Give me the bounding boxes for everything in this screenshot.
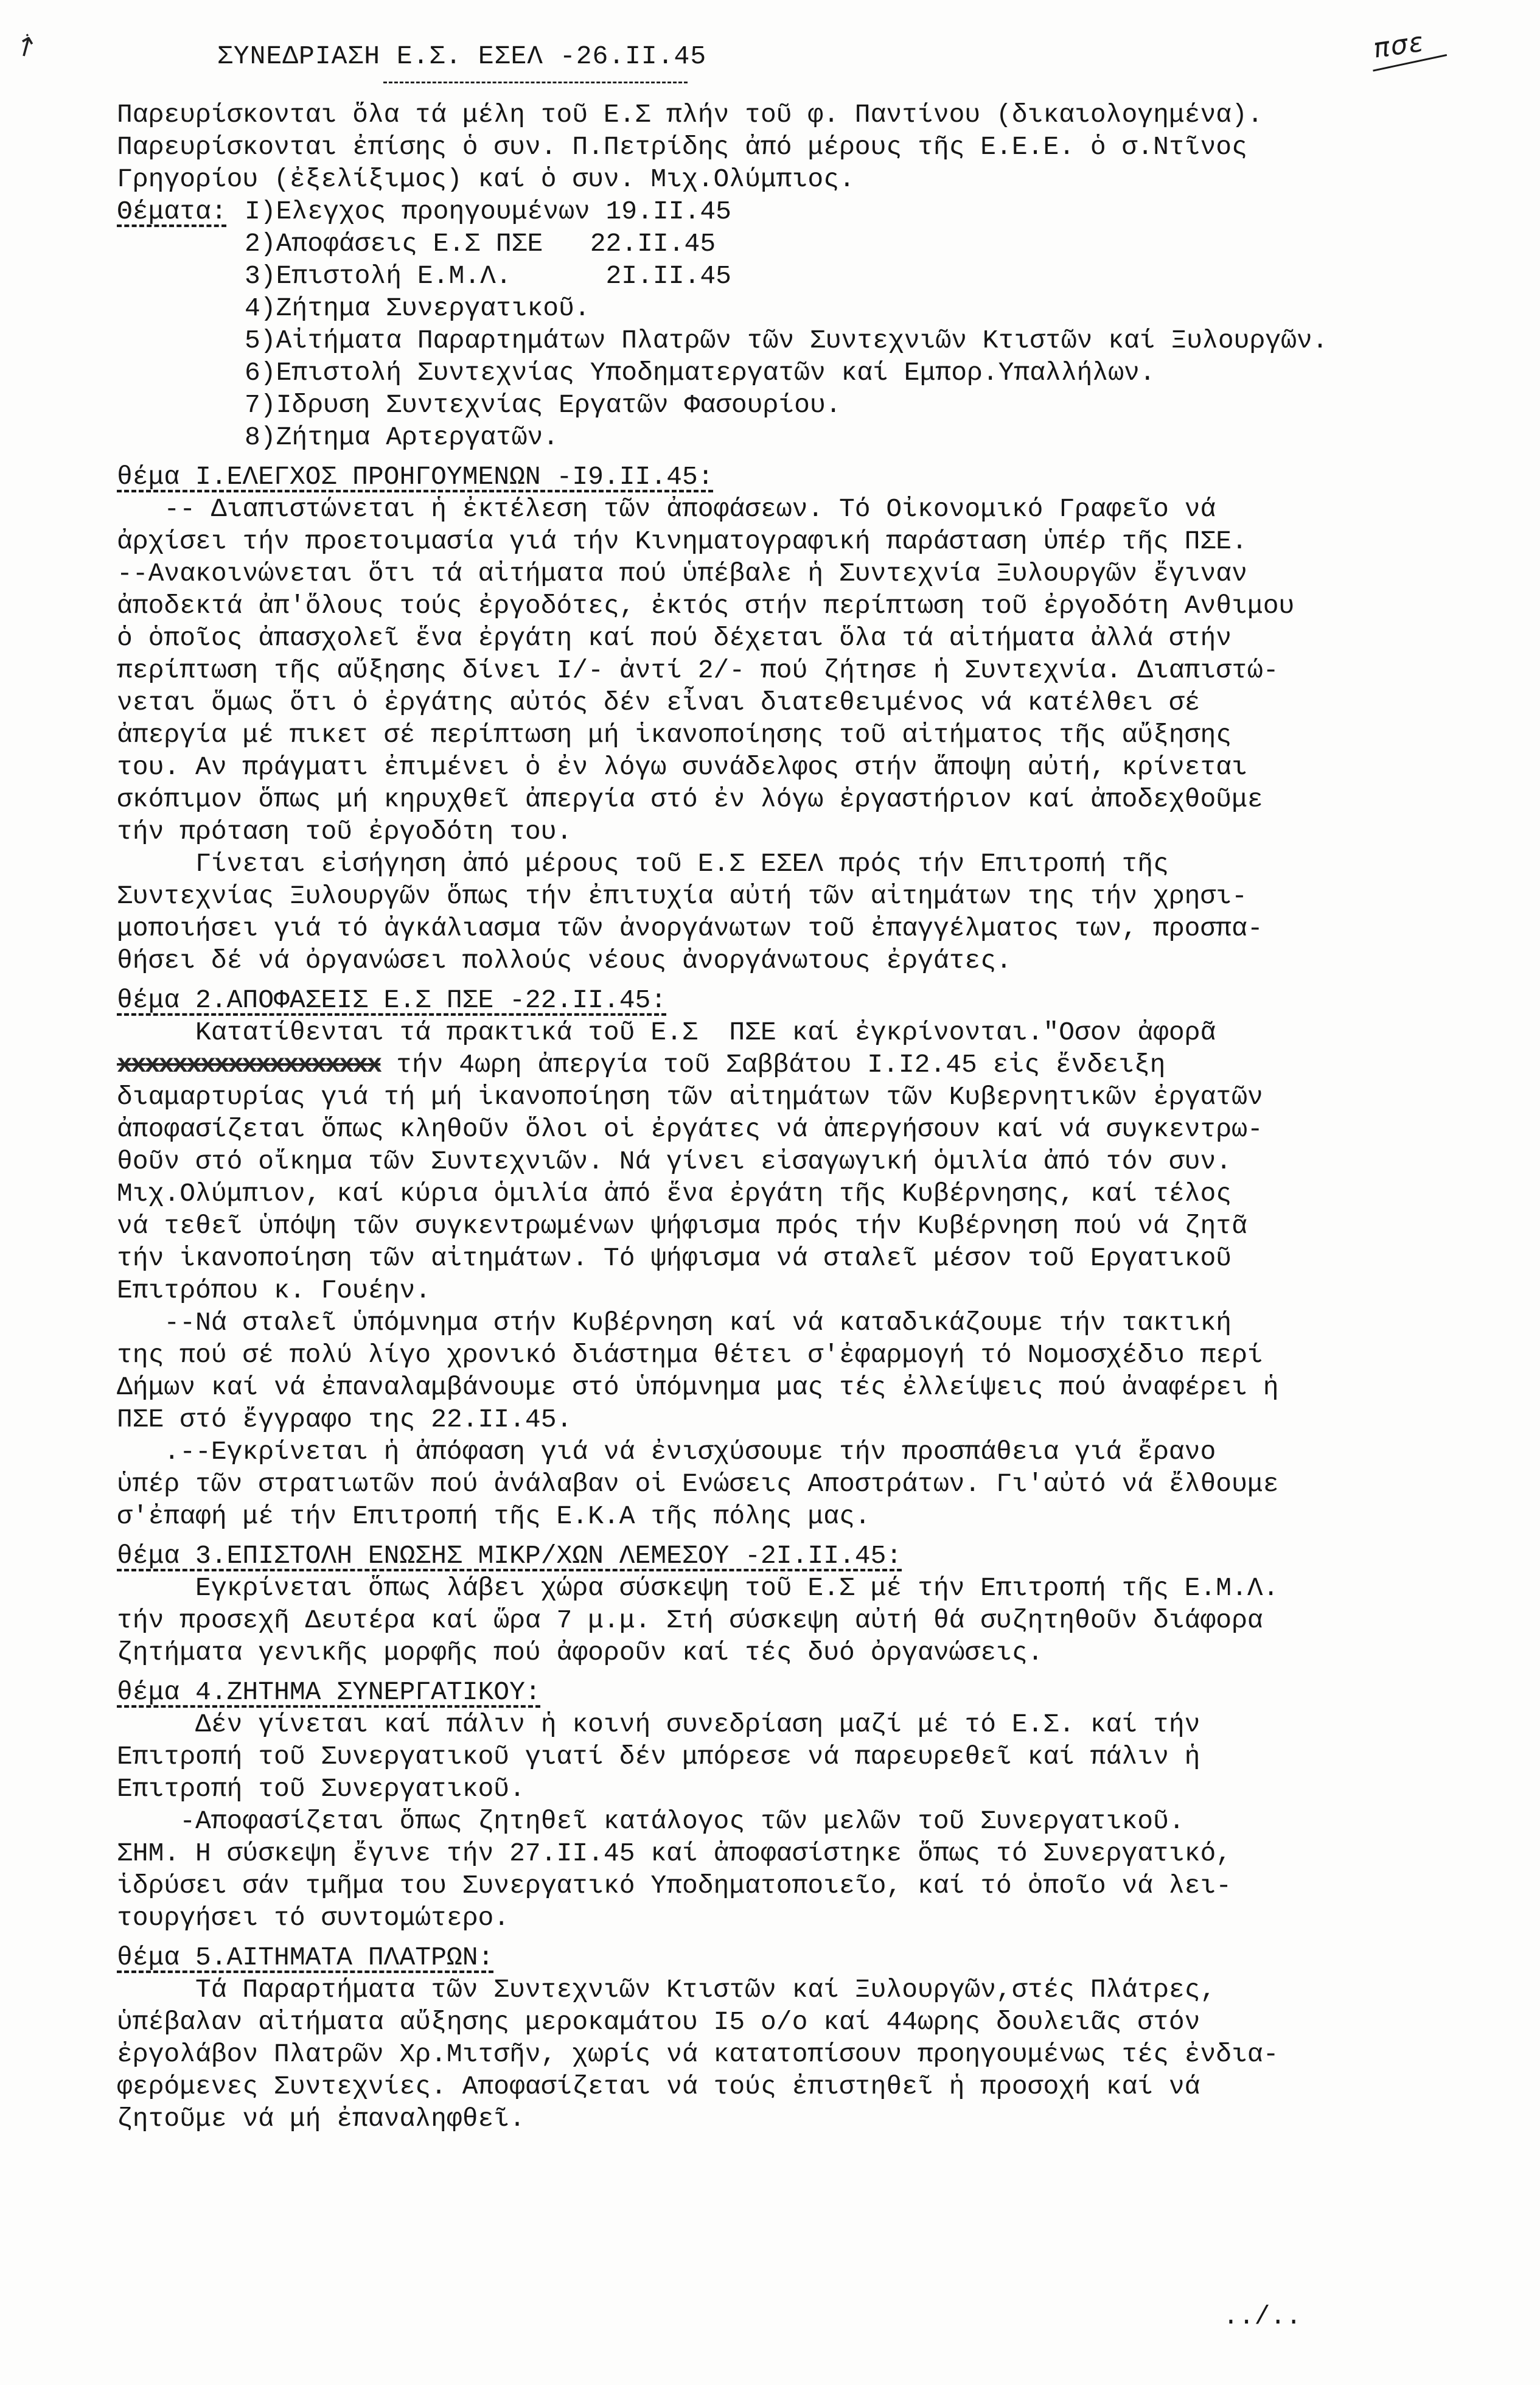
section-line: ἀπεργία μέ πικετ σέ περίπτωση μή ἱκανοποίησης τοῦ αἰτήματος τῆς αὔξησης xyxy=(117,720,1232,750)
topic-text: 4)Ζήτημα Συνεργατικοῦ. xyxy=(245,293,590,323)
section-2 xyxy=(117,984,1503,1532)
page-continuation: ../.. xyxy=(1223,2302,1302,2331)
topic-item xyxy=(117,389,1503,421)
section-line: τήν πρόταση τοῦ ἐργοδότη του. xyxy=(117,817,573,847)
note-line: ΣΗΜ. Η σύσκεψη ἔγινε τήν 27.ΙΙ.45 καί ἀποφασίστηκε ὅπως τό Συνεργατικό, xyxy=(117,1839,1232,1868)
section-5 xyxy=(117,1941,1503,2135)
section-line: ζητοῦμε νά μή ἐπαναληφθεῖ. xyxy=(117,2104,525,2134)
topic-item xyxy=(117,228,1503,260)
attendance-block xyxy=(117,99,1503,195)
section-line: ἀρχίσει τήν προετοιμασία γιά τήν Κινηματογραφική παράσταση ὑπέρ τῆς ΠΣΕ. xyxy=(117,526,1247,556)
attendance-line: Παρευρίσκονται ὅλα τά μέλη τοῦ Ε.Σ πλήν τοῦ φ. Παντίνου (δικαιολογημένα). xyxy=(117,100,1263,130)
section-line: Συντεχνίας Ξυλουργῶν ὅπως τήν ἐπιτυχία αὐτή τῶν αἰτημάτων της τήν χρησι- xyxy=(117,881,1247,911)
section-line: θήσει δέ νά ὀργανώσει πολλούς νέους ἀνοργάνωτους ἐργάτες. xyxy=(117,946,1012,976)
struck-out-text: xxxxxxxxxxxxxxxxxxx xyxy=(117,1050,381,1080)
attendance-line: Παρευρίσκονται ἐπίσης ὁ συν. Π.Πετρίδης ἀπό μέρους τῆς Ε.Ε.Ε. ὁ σ.Ντῖνος xyxy=(117,132,1247,162)
note-line: τουργήσει τό συντομώτερο. xyxy=(117,1903,510,1933)
section-line: περίπτωση τῆς αὔξησης δίνει Ι/- ἀντί 2/- πού ζήτησε ἡ Συντεχνία. Διαπιστώ- xyxy=(117,655,1279,685)
section-line: Επιτροπή τοῦ Συνεργατικοῦ. xyxy=(117,1774,525,1804)
note-line: ἱδρύσει σάν τμῆμα του Συνεργατικό Υποδηματοποιεῖο, καί τό ὁποῖο νά λει- xyxy=(117,1871,1232,1901)
section-heading: θέμα 3.ΕΠΙΣΤΟΛΗ ΕΝΩΣΗΣ ΜΙΚΡ/ΧΩΝ ΛΕΜΕΣΟΥ -2Ι.ΙΙ.45: xyxy=(117,1541,902,1571)
document-header xyxy=(117,26,1503,99)
section-line-struck: xxxxxxxxxxxxxxxxxxx τήν 4ωρη ἀπεργία τοῦ Σαββάτου Ι.Ι2.45 εἰς ἔνδειξη xyxy=(117,1050,1166,1080)
topic-text: 8)Ζήτημα Αρτεργατῶν. xyxy=(245,422,559,452)
document-title: ΣΥΝΕΔΡΙΑΣΗ Ε.Σ. ΕΣΕΛ -26.ΙΙ.45 xyxy=(217,41,707,71)
section-line: διαμαρτυρίας γιά τή μή ἱκανοποίηση τῶν αἰτημάτων τῶν Κυβερνητικῶν ἐργατῶν xyxy=(117,1082,1263,1112)
section-heading: θέμα 4.ΖΗΤΗΜΑ ΣΥΝΕΡΓΑΤΙΚΟΥ: xyxy=(117,1677,541,1707)
section-heading: θέμα 5.ΑΙΤΗΜΑΤΑ ΠΛΑΤΡΩΝ: xyxy=(117,1943,494,1972)
topic-item xyxy=(117,195,1503,228)
section-line: -- Διαπιστώνεται ἡ ἐκτέλεση τῶν ἀποφάσεων. Τό Οἰκονομικό Γραφεῖο νά xyxy=(117,494,1216,524)
section-line: νά τεθεῖ ὑπόψη τῶν συγκεντρωμένων ψήφισμα πρός τήν Κυβέρνηση πού νά ζητᾶ xyxy=(117,1211,1247,1241)
section-line: Μιχ.Ολύμπιον, καί κύρια ὁμιλία ἀπό ἕνα ἐργάτη τῆς Κυβέρνησης, καί τέλος xyxy=(117,1179,1232,1209)
section-line: τήν ἱκανοποίηση τῶν αἰτημάτων. Τό ψήφισμα νά σταλεῖ μέσον τοῦ Εργατικοῦ xyxy=(117,1243,1232,1273)
section-line: Επιτρόπου κ. Γουέην. xyxy=(117,1276,431,1305)
section-line: ὑπέρ τῶν στρατιωτῶν πού ἀνάλαβαν οἱ Ενώσεις Αποστράτων. Γι'αὐτό νά ἔλθουμε xyxy=(117,1469,1279,1499)
section-line: τήν προσεχῆ Δευτέρα καί ὥρα 7 μ.μ. Στή σύσκεψη αὐτή θά συζητηθοῦν διάφορα xyxy=(117,1605,1263,1635)
section-line: μοποιήσει γιά τό ἀγκάλιασμα τῶν ἀνοργάνωτων τοῦ ἐπαγγέλματος των, προσπα- xyxy=(117,913,1263,943)
title-underline xyxy=(383,82,688,83)
section-line: σκόπιμον ὅπως μή κηρυχθεῖ ἀπεργία στό ἐν λόγω ἐργαστήριον καί ἀποδεχθοῦμε xyxy=(117,784,1263,814)
topic-text: 6)Επιστολή Συντεχνίας Υποδηματεργατῶν καί Εμπορ.Υπαλλήλων. xyxy=(245,358,1155,388)
topic-item xyxy=(117,260,1503,292)
section-line: ΠΣΕ στό ἔγγραφο της 22.ΙΙ.45. xyxy=(117,1405,573,1434)
section-line: νεται ὅμως ὅτι ὁ ἐργάτης αὐτός δέν εἶναι διατεθειμένος νά κατέλθει σέ xyxy=(117,688,1200,718)
section-line: Δέν γίνεται καί πάλιν ἡ κοινή συνεδρίαση μαζί μέ τό Ε.Σ. καί τήν xyxy=(117,1709,1200,1739)
section-line: θοῦν στό οἴκημα τῶν Συντεχνιῶν. Νά γίνει εἰσαγωγική ὁμιλία ἀπό τόν συν. xyxy=(117,1147,1232,1176)
section-line: ὑπέβαλαν αἰτήματα αὔξησης μεροκαμάτου Ι5 ο/ο καί 44ωρης δουλειᾶς στόν xyxy=(117,2007,1200,2037)
section-heading: θέμα Ι.ΕΛΕΓΧΟΣ ΠΡΟΗΓΟΥΜΕΝΩΝ -Ι9.ΙΙ.45: xyxy=(117,462,714,492)
section-line: --Ανακοινώνεται ὅτι τά αἰτήματα πού ὑπέβαλε ἡ Συντεχνία Ξυλουργῶν ἔγιναν xyxy=(117,559,1247,588)
topic-item xyxy=(117,292,1503,324)
section-line: ὁ ὁποῖος ἀπασχολεῖ ἕνα ἐργάτη καί πού δέχεται ὅλα τά αἰτήματα ἀλλά στήν xyxy=(117,623,1232,653)
topic-text: 7)Ιδρυση Συντεχνίας Εργατῶν Φασουρίου. xyxy=(245,390,841,420)
section-line: Τά Παραρτήματα τῶν Συντεχνιῶν Κτιστῶν καί Ξυλουργῶν,στές Πλάτρες, xyxy=(117,1975,1216,2005)
section-4 xyxy=(117,1676,1503,1934)
section-line: Γίνεται εἰσήγηση ἀπό μέρους τοῦ Ε.Σ ΕΣΕΛ πρός τήν Επιτροπή τῆς xyxy=(117,849,1169,879)
handwritten-note: πσε xyxy=(1371,26,1427,65)
section-1 xyxy=(117,461,1503,977)
pen-mark-icon: ׁ↗ xyxy=(8,27,44,66)
section-line: Εγκρίνεται ὅπως λάβει χώρα σύσκεψη τοῦ Ε.Σ μέ τήν Επιτροπή τῆς Ε.Μ.Λ. xyxy=(117,1573,1279,1603)
section-line: ἐργολάβον Πλατρῶν Χρ.Μιτσῆν, χωρίς νά κατατοπίσουν προηγουμένως τές ἐνδια- xyxy=(117,2039,1279,2069)
topic-item xyxy=(117,421,1503,453)
section-line: Επιτροπή τοῦ Συνεργατικοῦ γιατί δέν μπόρεσε νά παρευρεθεῖ καί πάλιν ἡ xyxy=(117,1742,1200,1772)
section-line: του. Αν πράγματι ἐπιμένει ὁ ἐν λόγω συνάδελφος στήν ἄποψη αὐτή, κρίνεται xyxy=(117,752,1247,782)
attendance-line: Γρηγορίου (ἐξελίξιμος) καί ὁ συν. Μιχ.Ολύμπιος. xyxy=(117,164,855,194)
section-line: φερόμενες Συντεχνίες. Αποφασίζεται νά τούς ἐπιστηθεῖ ἡ προσοχή καί νά xyxy=(117,2072,1200,2101)
topics-list xyxy=(117,195,1503,453)
topic-text: Ι)Ελεγχος προηγουμένων 19.ΙΙ.45 xyxy=(245,197,731,226)
topic-item xyxy=(117,357,1503,389)
section-line: .--Εγκρίνεται ἡ ἀπόφαση γιά νά ἐνισχύσουμε τήν προσπάθεια γιά ἔρανο xyxy=(117,1437,1216,1467)
section-line: σ'ἐπαφή μέ τήν Επιτροπή τῆς Ε.Κ.Α τῆς πόλης μας. xyxy=(117,1501,871,1531)
section-line: ζητήματα γενικῆς μορφῆς πού ἀφοροῦν καί τές δυό ὀργανώσεις. xyxy=(117,1638,1044,1667)
section-line: Δήμων καί νά ἐπαναλαμβάνουμε στό ὑπόμνημα μας τές ἐλλείψεις πού ἀναφέρει ἡ xyxy=(117,1372,1279,1402)
section-line: ἀποδεκτά ἀπ'ὅλους τούς ἐργοδότες, ἐκτός στήν περίπτωση τοῦ ἐργοδότη Ανθιμου xyxy=(117,591,1295,621)
topic-text: 5)Αἰτήματα Παραρτημάτων Πλατρῶν τῶν Συντεχνιῶν Κτιστῶν καί Ξυλουργῶν. xyxy=(245,326,1328,355)
topics-label: Θέματα: xyxy=(117,197,227,226)
section-line: της πού σέ πολύ λίγο χρονικό διάστημα θέτει σ'ἐφαρμογή τό Νομοσχέδιο περί xyxy=(117,1340,1263,1370)
section-heading: θέμα 2.ΑΠΟΦΑΣΕΙΣ Ε.Σ ΠΣΕ -22.ΙΙ.45: xyxy=(117,985,667,1015)
section-line: -Αποφασίζεται ὅπως ζητηθεῖ κατάλογος τῶν μελῶν τοῦ Συνεργατικοῦ. xyxy=(117,1806,1185,1836)
section-line: Κατατίθενται τά πρακτικά τοῦ Ε.Σ ΠΣΕ καί ἐγκρίνονται."Οσον ἀφορᾶ xyxy=(117,1018,1216,1047)
section-3 xyxy=(117,1540,1503,1669)
topic-text: 2)Αποφάσεις Ε.Σ ΠΣΕ 22.ΙΙ.45 xyxy=(245,229,716,259)
section-line: ἀποφασίζεται ὅπως κληθοῦν ὅλοι οἱ ἐργάτες νά ἀπεργήσουν καί νά συγκεντρω- xyxy=(117,1114,1263,1144)
topic-text: 3)Επιστολή Ε.Μ.Λ. 2Ι.ΙΙ.45 xyxy=(245,261,731,291)
topic-item xyxy=(117,324,1503,357)
section-line: --Νά σταλεῖ ὑπόμνημα στήν Κυβέρνηση καί νά καταδικάζουμε τήν τακτική xyxy=(117,1308,1232,1338)
